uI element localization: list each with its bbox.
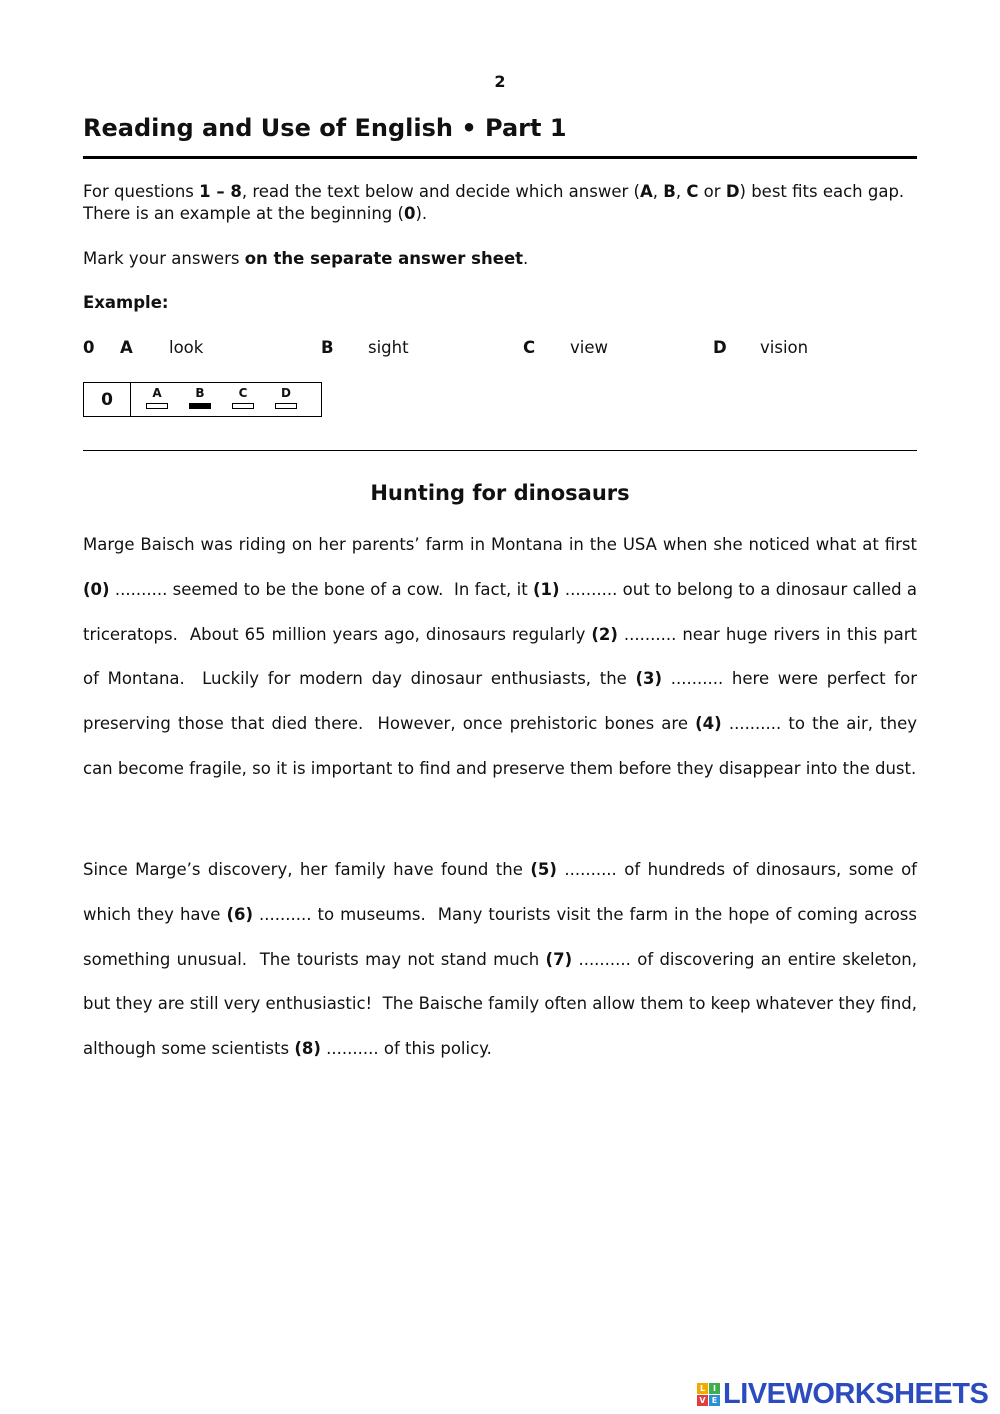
instr-emphasis: on the separate answer sheet (244, 249, 524, 268)
answer-option-letter: D (281, 386, 291, 400)
instr-text: For questions (83, 182, 200, 201)
story-text: .......... of this policy. (320, 1039, 492, 1059)
story-text: .......... near huge rivers in this part of Montana. Luckily for modern day dinosaur enthusiasts, the (83, 624, 917, 689)
story-text: .......... of discovering an entire skeleton, but they are still very enthusiastic! The Baische family often allow them to keep whatever they find, although some scientists (83, 949, 917, 1059)
answer-mark-c (232, 403, 254, 409)
answer-option-letter: B (195, 386, 205, 400)
example-number: 0 (83, 338, 95, 357)
logo-mark (697, 1383, 720, 1406)
title-underline (83, 156, 917, 159)
page-number: 2 (494, 72, 506, 91)
gap-number: (5) (530, 860, 557, 879)
gap-number: (6) (226, 904, 254, 924)
story-text: .......... out to belong to a dinosaur called a triceratops. About 65 million years ago, dinosaurs regularly (83, 579, 917, 644)
gap-number: (2) (591, 624, 618, 644)
instr-range: 1 – 8 (199, 182, 242, 201)
option-word-b: sight (368, 338, 409, 357)
gap-number: (3) (635, 669, 663, 689)
answer-option-b (189, 386, 211, 409)
gap-number: (1) (532, 579, 560, 599)
option-letter-a: A (120, 338, 133, 357)
section-divider (83, 450, 917, 451)
story-text: .......... seemed to be the bone of a cow. In fact, it (109, 579, 533, 599)
instr-text: , read the text below and decide which answer ( (241, 182, 640, 201)
story-paragraph-1 (83, 523, 917, 792)
instr-text: ) best fits each gap. (739, 182, 905, 201)
story-text: Marge Baisch was riding on her parents’ farm in Montana in the USA when she noticed what at first (83, 535, 917, 554)
instr-text: ). (415, 204, 428, 223)
option-letter-b: B (321, 338, 334, 357)
example-label: Example: (83, 293, 169, 312)
option-word-d: vision (760, 338, 809, 357)
gap-number: (0) (83, 579, 110, 599)
liveworksheets-logo (697, 1374, 988, 1414)
answer-box-number: 0 (84, 383, 131, 416)
option-letter-c: C (523, 338, 536, 357)
logo-tile: I (709, 1383, 720, 1394)
option-word-c: view (570, 338, 608, 357)
instr-text: or (698, 182, 726, 201)
gap-number: (8) (294, 1039, 321, 1059)
section-title: Reading and Use of English • Part 1 (83, 114, 567, 142)
logo-tile: L (697, 1383, 708, 1394)
answer-option-letter: C (238, 386, 248, 400)
gap-number: (7) (545, 949, 573, 969)
option-letter-d: D (713, 338, 727, 357)
answer-mark-d (275, 403, 297, 409)
instr-text: There is an example at the beginning ( (83, 204, 404, 223)
story-title: Hunting for dinosaurs (370, 481, 630, 505)
option-word-a: look (169, 338, 204, 357)
instr-example-num: 0 (403, 204, 416, 223)
story-text: .......... of hundreds of dinosaurs, some of which they have (83, 860, 917, 924)
instr-text: , (652, 182, 664, 201)
answer-option-letter: A (152, 386, 162, 400)
instr-letter: A (639, 182, 653, 201)
story-text: .......... to the air, they can become fragile, so it is important to find and preserve them before they disappear into the dust. (83, 714, 917, 778)
instr-text: , (675, 182, 687, 201)
answer-option-c (232, 386, 254, 409)
answer-option-d (275, 386, 297, 409)
story-text: Since Marge’s discovery, her family have found the (83, 860, 531, 879)
instr-letter: B (663, 182, 676, 201)
logo-brand-text: LIVEWORKSHEETS (723, 1377, 989, 1410)
instr-text: Mark your answers (83, 249, 245, 268)
answer-option-a (146, 386, 168, 409)
answer-mark-b (189, 403, 211, 409)
answer-mark-a (146, 403, 168, 409)
instr-letter: C (686, 182, 699, 201)
logo-tile: E (709, 1395, 720, 1406)
instr-text: . (523, 249, 529, 268)
story-paragraph-2 (83, 848, 917, 1072)
instr-letter: D (725, 182, 740, 201)
story-text: .......... to museums. Many tourists visit the farm in the hope of coming across something unusual. The tourists may not stand much (83, 904, 917, 969)
mark-answers-text (83, 248, 917, 270)
logo-tile: V (697, 1395, 708, 1406)
instructions-text (83, 181, 917, 225)
gap-number: (4) (695, 714, 722, 734)
example-answer-box (83, 382, 322, 417)
story-text: .......... here were perfect for preserving those that died there. However, once prehistoric bones are (83, 669, 917, 734)
